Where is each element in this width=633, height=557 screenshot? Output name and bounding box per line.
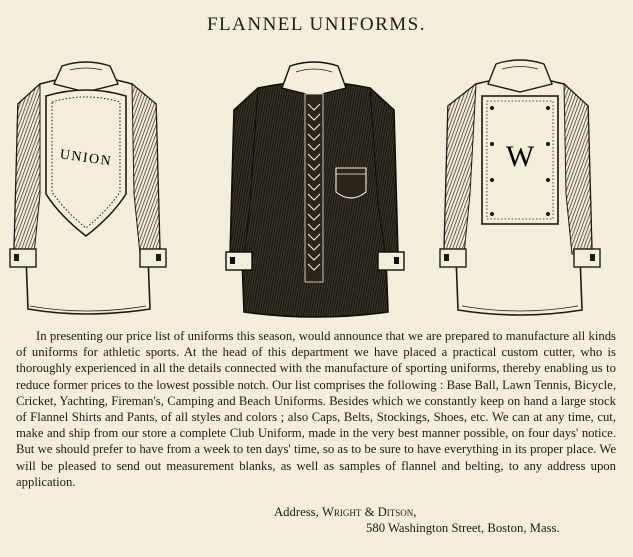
w-lettering: W <box>505 140 535 173</box>
address-firm: Wright & Ditson, <box>321 505 417 519</box>
page-title: FLANNEL UNIFORMS. <box>206 14 427 35</box>
address-firm-line <box>274 504 416 520</box>
description-paragraph <box>16 328 616 490</box>
union-shirt-illustration <box>10 62 166 314</box>
address-prefix: Address, <box>274 505 319 519</box>
w-shirt-illustration <box>440 60 600 315</box>
address-street: 580 Washington Street, Boston, Mass. <box>366 521 560 535</box>
union-lettering: UNION <box>58 147 114 170</box>
shirt-illustrations <box>0 44 633 324</box>
dark-shirt-illustration <box>226 62 404 317</box>
body-paragraph: In presenting our price list of uniforms this season, would announce that we are prepared to manufacture all kinds of uniforms for athletic sports. At the head of this department we have placed a practical custom cutter, who is thoroughly experienced in all the details connected with the manufacture of sporting uniforms, thereby enabling us to reduce former prices to the lowest possible notch. Our list comprises the following : Base Ball, Lawn Tennis, Bicycle, Cricket, Yachting, Fireman's, Camping and Beach Uniforms. Besides which we constantly keep on hand a large stock of Flannel Shirts and Pants, of all styles and colors ; also Caps, Belts, Stockings, Shoes, etc. We can at any time, cut, make and ship from our store a complete Club Uniform, made in the very best manner possible, on four days' notice. But we should prefer to have from a week to ten days' time, so as to be sure to have everything in its proper place. We will be pleased to send out measurement blanks, as well as samples of flannel and belting, to any address upon application. <box>16 329 616 489</box>
